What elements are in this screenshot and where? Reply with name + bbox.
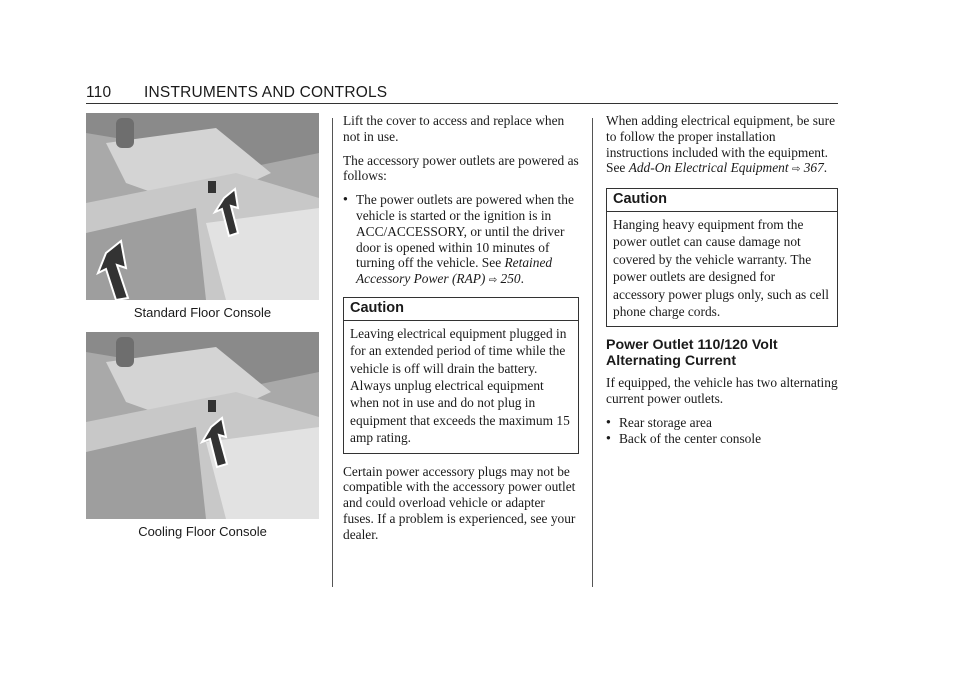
cross-reference-link[interactable]: Retained Accessory Power (RAP) [356, 255, 553, 287]
console-illustration [86, 113, 319, 300]
list-item: ● The power outlets are powered when the vehicle is started or the ignition is in ACC/ACCESSORY, or until the driver door is opened within 10 minutes of turning off the vehicle. See Retained Accessory Power (RAP) ⇨ 250. [343, 192, 579, 289]
page-number: 110 [86, 84, 112, 101]
cross-reference-link[interactable]: Add-On Electrical Equipment [628, 160, 789, 176]
list-item: ● Back of the center console [606, 431, 838, 447]
caution-text: Hanging heavy equipment from the power outlet can cause damage not covered by the vehicle warranty. The power outlets are designed for accessory power plugs only, such as cell phone charge cords. [613, 216, 829, 320]
paragraph: The accessory power outlets are powered as follows: [343, 152, 579, 184]
paragraph: If equipped, the vehicle has two alternating current power outlets. [606, 375, 838, 407]
list-item: ● Rear storage area [606, 415, 838, 431]
figure-standard-floor-console [86, 113, 319, 300]
caution-title: Caution [344, 298, 578, 321]
figure-caption: Standard Floor Console [133, 305, 272, 320]
section-title: INSTRUMENTS AND CONTROLS [144, 84, 388, 101]
caution-title: Caution [607, 189, 837, 212]
column-divider [592, 118, 593, 587]
page-header [86, 84, 838, 104]
caution-text: Leaving electrical equipment plugged in for an extended period of time while the vehicle is off will drain the battery. Always unplug electrical equipment when not in use and do not plug in equipment that exceeds the maximum 15 amp rating. [350, 325, 570, 446]
paragraph: Lift the cover to access and replace when not in use. [343, 113, 565, 144]
text-column-3 [606, 113, 838, 455]
section-heading: Power Outlet 110/120 Volt Alternating Current [606, 337, 778, 370]
text-column-2 [343, 113, 579, 551]
console-illustration [86, 332, 319, 519]
paragraph: Certain power accessory plugs may not be compatible with the accessory power outlet and could overload vehicle or adapter fuses. If a problem is experienced, see your dealer. [343, 463, 576, 542]
column-divider [332, 118, 333, 587]
figure-cooling-floor-console [86, 332, 319, 519]
paragraph: When adding electrical equipment, be sure to follow the proper installation instructions included with the equipment. See Add-On Electrical Equipment ⇨ 367. [606, 113, 836, 176]
caution-box [343, 297, 579, 454]
caution-box [606, 188, 838, 327]
page-ref-icon: ⇨ [488, 275, 498, 287]
figure-caption: Cooling Floor Console [138, 524, 267, 539]
page-ref-icon: ⇨ [791, 164, 801, 176]
bullet-list [606, 415, 838, 447]
bullet-list [343, 192, 579, 289]
page-reference[interactable]: 250 [500, 271, 521, 287]
page-reference[interactable]: 367 [803, 160, 824, 176]
